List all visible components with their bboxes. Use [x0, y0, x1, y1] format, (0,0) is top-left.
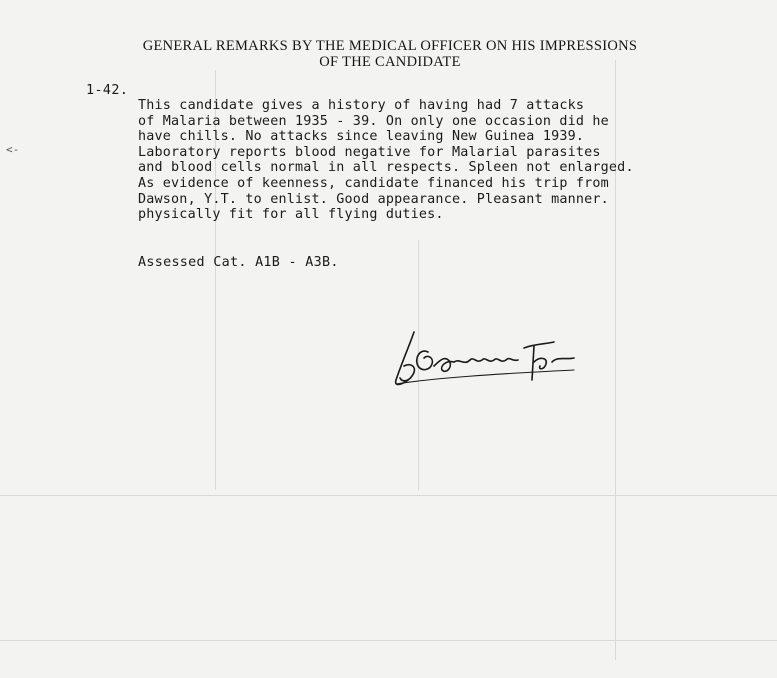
page-title-continued: OF THE CANDIDATE: [319, 54, 461, 70]
remark-line: and blood cells normal in all respects. Spleen not enlarged.: [138, 160, 634, 176]
remark-line: Laboratory reports blood negative for Malarial parasites: [138, 144, 601, 160]
remark-line: As evidence of keenness, candidate financed his trip from: [138, 175, 609, 191]
assessment-category: Assessed Cat. A1B - A3B.: [138, 255, 339, 270]
remarks-body: [138, 98, 768, 223]
remark-line: of Malaria between 1935 - 39. On only one occasion did he: [138, 113, 609, 129]
signature-icon: [384, 322, 594, 392]
remark-line: physically fit for all flying duties.: [138, 207, 444, 223]
remark-line: have chills. No attacks since leaving New Guinea 1939.: [138, 129, 585, 145]
bleed-through-rule: [0, 640, 777, 641]
bleed-through-rule: [0, 495, 777, 496]
remark-line: This candidate gives a history of having had 7 attacks: [138, 98, 585, 113]
date-label: 1-42.: [86, 83, 129, 98]
margin-mark: <-: [6, 143, 20, 156]
remark-line: Dawson, Y.T. to enlist. Good appearance. Pleasant manner.: [138, 191, 609, 207]
page-title: GENERAL REMARKS BY THE MEDICAL OFFICER ON HIS IMPRESSIONS: [142, 38, 638, 54]
